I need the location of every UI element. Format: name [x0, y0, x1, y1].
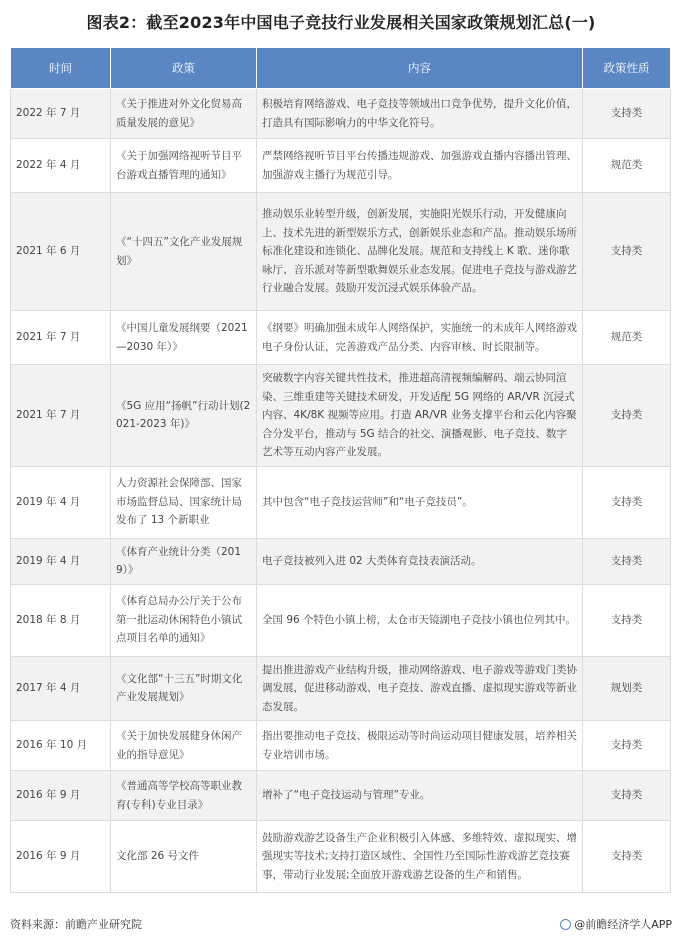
cell-content: 其中包含“电子竞技运营师”和“电子竞技员”。 — [257, 466, 583, 538]
table-row — [11, 584, 671, 656]
table-row — [11, 311, 671, 365]
cell-time: 2016 年 9 月 — [11, 821, 111, 893]
cell-time: 2019 年 4 月 — [11, 538, 111, 584]
cell-time: 2022 年 7 月 — [11, 89, 111, 139]
cell-policy: 《体育总局办公厅关于公布第一批运动休闲特色小镇试点项目名单的通知》 — [111, 584, 257, 656]
table-header-row — [11, 48, 671, 89]
cell-policy: 人力资源社会保障部、国家市场监督总局、国家统计局发布了 13 个新职业 — [111, 466, 257, 538]
cell-nature: 支持类 — [583, 466, 671, 538]
table-row — [11, 89, 671, 139]
cell-nature: 规范类 — [583, 139, 671, 193]
cell-policy: 《文化部“十三五”时期文化产业发展规划》 — [111, 656, 257, 721]
cell-nature: 支持类 — [583, 821, 671, 893]
cell-time: 2016 年 9 月 — [11, 771, 111, 821]
table-row — [11, 466, 671, 538]
cell-nature: 支持类 — [583, 538, 671, 584]
cell-content: 鼓励游戏游艺设备生产企业积极引入体感、多维特效、虚拟现实、增强现实等技术;支持打造区域性、全国性乃至国际性游戏游艺竞技赛事，带动行业发展;全面放开游戏游艺设备的生产和销售。 — [257, 821, 583, 893]
cell-policy: 《普通高等学校高等职业教育(专科)专业目录》 — [111, 771, 257, 821]
table-row — [11, 193, 671, 311]
cell-content: 严禁网络视听节目平台传播违规游戏、加强游戏直播内容播出管理、加强游戏主播行为规范引导。 — [257, 139, 583, 193]
cell-time: 2018 年 8 月 — [11, 584, 111, 656]
cell-content: 突破数字内容关键共性技术，推进超高清视频编解码、端云协同渲染、三维重建等关键技术研发，开发适配 5G 网络的 AR/VR 沉浸式内容、4K/8K 视频等应用。打造 AR/VR 业务支撑平台和云化内容聚合分发平台，推动与 5G 结合的社交、演播观影、电子竞技、数字艺术等互动内容产业发展。 — [257, 365, 583, 467]
table-row — [11, 821, 671, 893]
cell-nature: 支持类 — [583, 771, 671, 821]
cell-policy: 《体育产业统计分类（2019）》 — [111, 538, 257, 584]
cell-content: 推动娱乐业转型升级，创新发展，实施阳光娱乐行动，开发健康向上、技术先进的新型娱乐方式，创新娱乐业态和产品。推动娱乐场所标准化建设和连锁化、品牌化发展。规范和支持线上 K 歌、迷你歌咏厅、音乐派对等新型歌舞娱乐业态发展。促进电子竞技与游戏游艺行业融合发展。鼓励开发沉浸式娱乐体验产品。 — [257, 193, 583, 311]
cell-time: 2022 年 4 月 — [11, 139, 111, 193]
page-title: 图表2：截至2023年中国电子竞技行业发展相关国家政策规划汇总(一) — [86, 13, 596, 32]
cell-content: 指出要推动电子竞技、极限运动等时尚运动项目健康发展，培养相关专业培训市场。 — [257, 721, 583, 771]
policy-table — [10, 47, 671, 893]
cell-policy: 《关于加快发展健身休闲产业的指导意见》 — [111, 721, 257, 771]
cell-policy: 《“十四五”文化产业发展规划》 — [111, 193, 257, 311]
cell-content: 全国 96 个特色小镇上榜，太仓市天镜湖电子竞技小镇也位列其中。 — [257, 584, 583, 656]
cell-nature: 支持类 — [583, 584, 671, 656]
header-nature: 政策性质 — [583, 48, 671, 89]
cell-time: 2021 年 6 月 — [11, 193, 111, 311]
cell-time: 2021 年 7 月 — [11, 365, 111, 467]
cell-policy: 《中国儿童发展纲要（2021—2030 年）》 — [111, 311, 257, 365]
table-row — [11, 771, 671, 821]
cell-content: 《纲要》明确加强未成年人网络保护，实施统一的未成年人网络游戏电子身份认证，完善游戏产品分类、内容审核、时长限制等。 — [257, 311, 583, 365]
cell-nature: 规范类 — [583, 311, 671, 365]
cell-policy: 《关于加强网络视听节目平台游戏直播管理的通知》 — [111, 139, 257, 193]
brand-credit — [560, 916, 672, 932]
cell-nature: 支持类 — [583, 89, 671, 139]
cell-nature: 规划类 — [583, 656, 671, 721]
table-row — [11, 139, 671, 193]
cell-policy: 《5G 应用“扬帆”行动计划(2021-2023 年)》 — [111, 365, 257, 467]
header-policy: 政策 — [111, 48, 257, 89]
cell-content: 增补了“电子竞技运动与管理”专业。 — [257, 771, 583, 821]
header-content: 内容 — [257, 48, 583, 89]
table-row — [11, 721, 671, 771]
cell-content: 积极培育网络游戏、电子竞技等领域出口竞争优势，提升文化价值，打造具有国际影响力的中华文化符号。 — [257, 89, 583, 139]
brand-logo-icon — [560, 919, 571, 930]
cell-time: 2019 年 4 月 — [11, 466, 111, 538]
cell-content: 提出推进游戏产业结构升级，推动网络游戏、电子游戏等游戏门类协调发展，促进移动游戏、电子竞技、游戏直播、虚拟现实游戏等新业态发展。 — [257, 656, 583, 721]
cell-policy: 《关于推进对外文化贸易高质量发展的意见》 — [111, 89, 257, 139]
cell-nature: 支持类 — [583, 193, 671, 311]
cell-time: 2016 年 10 月 — [11, 721, 111, 771]
cell-time: 2021 年 7 月 — [11, 311, 111, 365]
brand-label: @前瞻经济学人APP — [574, 918, 672, 931]
cell-policy: 文化部 26 号文件 — [111, 821, 257, 893]
cell-nature: 支持类 — [583, 721, 671, 771]
source-note: 资料来源：前瞻产业研究院 — [10, 918, 142, 931]
header-time: 时间 — [11, 48, 111, 89]
table-row — [11, 538, 671, 584]
cell-nature: 支持类 — [583, 365, 671, 467]
cell-content: 电子竞技被列入进 02 大类体育竞技表演活动。 — [257, 538, 583, 584]
table-row — [11, 656, 671, 721]
table-row — [11, 365, 671, 467]
cell-time: 2017 年 4 月 — [11, 656, 111, 721]
